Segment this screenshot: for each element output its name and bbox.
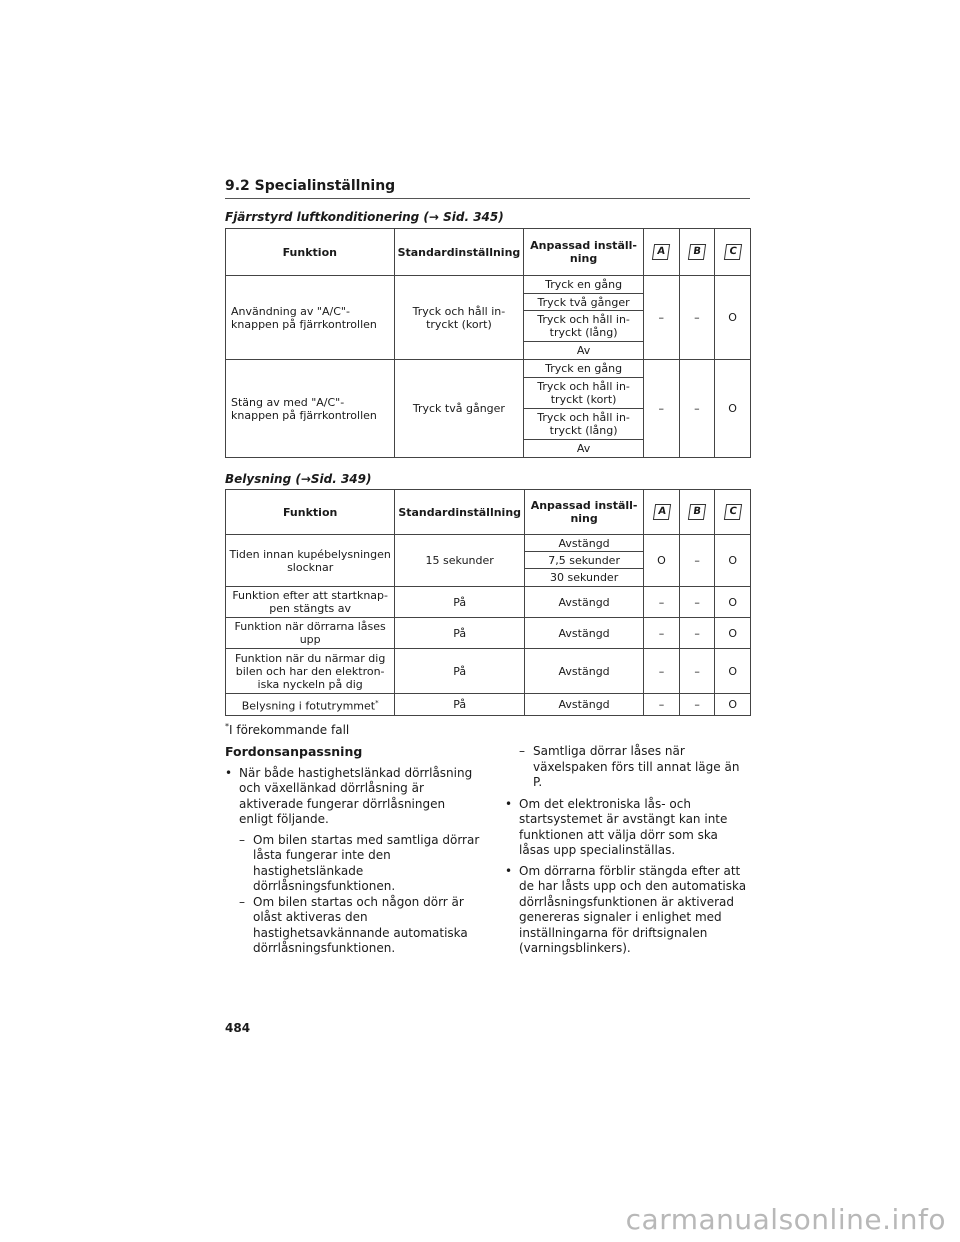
- cell-c: O: [715, 535, 751, 587]
- col-header-c: [715, 229, 751, 276]
- col-header-default: Standardinställning: [394, 229, 524, 276]
- cell-function: [226, 694, 395, 716]
- col-header-a: [644, 490, 680, 535]
- letter-c-icon: C: [724, 244, 742, 260]
- bullet-item: • Om det elektroniska lås- och startsystemet är avstängt kan inte funktionen att välja dörr som ska låsas upp specialinställas.: [505, 797, 750, 859]
- cell-c: O: [715, 618, 751, 649]
- cell-option: Tryck och håll in- tryckt (kort): [524, 378, 644, 409]
- cell-c: O: [715, 649, 751, 694]
- cell-default: Tryck och håll in- tryckt (kort): [394, 276, 524, 360]
- cell-c: O: [715, 694, 751, 716]
- bullet-item: • Om dörrarna förblir stängda efter att de har låsts upp och den automatiska dörrlåsningsfunktionen är aktiverad genereras signaler i enlighet med inställningarna för driftsignalen (varningsblinkers).: [505, 864, 750, 957]
- letter-b-icon: B: [688, 244, 706, 260]
- bullet-item: • När både hastighetslänkad dörrlåsning och växellänkad dörrlåsning är aktiverade fungerar dörrlåsningen enligt följande.: [225, 766, 480, 828]
- col-header-b: [679, 229, 715, 276]
- cell-option: Avstängd: [525, 587, 644, 618]
- cell-a: –: [644, 649, 680, 694]
- col-header-custom: Anpassad inställ- ning: [524, 229, 644, 276]
- col-header-custom: Anpassad inställ- ning: [525, 490, 644, 535]
- letter-c-icon: C: [724, 504, 742, 520]
- bullet-text: När både hastighetslänkad dörrlåsning och växellänkad dörrlåsning är aktiverade fungerar dörrlåsningen enligt följande.: [239, 765, 473, 826]
- cell-option: Tryck en gång: [524, 360, 644, 378]
- dash-item: – Om bilen startas med samtliga dörrar låsta fungerar inte den hastighetslänkade dörrlåsningsfunktionen.: [239, 832, 480, 893]
- section-title: 9.2 Specialinställning: [225, 178, 750, 199]
- dash-text: Samtliga dörrar låses när växelspaken förs till annat läge än P.: [533, 744, 740, 789]
- cell-c: O: [715, 360, 751, 458]
- col-header-c: [715, 490, 751, 535]
- dash-item: – Om bilen startas och någon dörr är olåst aktiveras den hastighetsavkännande automatiska dörrlåsningsfunktionen.: [239, 895, 480, 957]
- watermark: carmanualsonline.info: [625, 1203, 946, 1236]
- footnote: [225, 722, 349, 737]
- bullet-text: Om det elektroniska lås- och startsystemet är avstängt kan inte funktionen att välja dörr som ska låsas upp specialinställas.: [519, 796, 728, 857]
- cell-function: Stäng av med "A/C"-knappen på fjärrkontrollen: [226, 360, 395, 458]
- cell-default: På: [395, 618, 525, 649]
- letter-b-icon: B: [688, 504, 706, 520]
- col-header-b: [679, 490, 715, 535]
- col-header-function: Funktion: [226, 229, 395, 276]
- dash-text: Om bilen startas med samtliga dörrar låsta fungerar inte den hastighetslänkade dörrlåsningsfunktionen.: [253, 832, 480, 893]
- cell-function: Funktion efter att startknap- pen stängts av: [226, 587, 395, 618]
- cell-function: Tiden innan kupébelysningen slocknar: [226, 535, 395, 587]
- table2-title: Belysning (→Sid. 349): [225, 472, 372, 486]
- cell-default: På: [395, 649, 525, 694]
- cell-b: –: [679, 535, 715, 587]
- cell-b: –: [679, 587, 715, 618]
- body-right-column: [505, 744, 750, 962]
- dash-item: – Samtliga dörrar låses när växelspaken förs till annat läge än P.: [519, 744, 750, 791]
- letter-a-icon: A: [652, 504, 670, 520]
- bullet-text: Om dörrarna förblir stängda efter att de har låsts upp och den automatiska dörrlåsningsfunktionen är aktiverad genereras signaler i enlighet med inställningarna för driftsignalen (varningsblinkers).: [519, 863, 747, 955]
- cell-b: –: [679, 276, 715, 360]
- cell-default: På: [395, 694, 525, 716]
- table1-title: Fjärrstyrd luftkonditionering (→ Sid. 345): [225, 210, 504, 224]
- cell-option: Tryck en gång: [524, 276, 644, 294]
- table-remote-ac: [225, 228, 751, 458]
- cell-a: –: [643, 276, 679, 360]
- cell-a: –: [644, 694, 680, 716]
- cell-function: Funktion när du närmar dig bilen och har den elektron- iska nyckeln på dig: [226, 649, 395, 694]
- cell-a: O: [644, 535, 680, 587]
- cell-b: –: [679, 360, 715, 458]
- body-heading: Fordonsanpassning: [225, 744, 363, 759]
- cell-option: Avstängd: [525, 649, 644, 694]
- cell-option: Tryck och håll in- tryckt (lång): [524, 409, 644, 440]
- cell-option: Av: [524, 342, 644, 360]
- cell-c: O: [715, 587, 751, 618]
- table-lighting: [225, 489, 751, 716]
- footnote-text: I förekommande fall: [229, 723, 350, 737]
- cell-default: 15 sekunder: [395, 535, 525, 587]
- cell-b: –: [679, 649, 715, 694]
- cell-option: 7,5 sekunder: [525, 552, 644, 569]
- cell-function: Användning av "A/C"-knappen på fjärrkontrollen: [226, 276, 395, 360]
- cell-b: –: [679, 618, 715, 649]
- cell-option: 30 sekunder: [525, 569, 644, 587]
- cell-option: Avstängd: [525, 535, 644, 552]
- cell-b: –: [679, 694, 715, 716]
- cell-a: –: [644, 587, 680, 618]
- page-number: 484: [225, 1021, 251, 1035]
- dash-text: Om bilen startas och någon dörr är olåst aktiveras den hastighetsavkännande automatiska dörrlåsningsfunktionen.: [253, 894, 468, 955]
- cell-default: Tryck två gånger: [394, 360, 524, 458]
- footnote-mark: *: [375, 698, 379, 707]
- cell-default: På: [395, 587, 525, 618]
- cell-function: Funktion när dörrarna låses upp: [226, 618, 395, 649]
- function-text: Belysning i fotutrymmet: [241, 699, 376, 713]
- col-header-default: Standardinställning: [395, 490, 525, 535]
- cell-option: Tryck två gånger: [524, 294, 644, 311]
- cell-a: –: [644, 618, 680, 649]
- cell-option: Tryck och håll in- tryckt (lång): [524, 311, 644, 342]
- footnote-mark: *: [225, 722, 229, 731]
- col-header-a: [643, 229, 679, 276]
- cell-option: Av: [524, 440, 644, 458]
- cell-option: Avstängd: [525, 618, 644, 649]
- cell-a: –: [643, 360, 679, 458]
- letter-a-icon: A: [652, 244, 670, 260]
- body-left-column: [225, 744, 480, 957]
- col-header-function: Funktion: [226, 490, 395, 535]
- cell-option: Avstängd: [525, 694, 644, 716]
- cell-c: O: [715, 276, 751, 360]
